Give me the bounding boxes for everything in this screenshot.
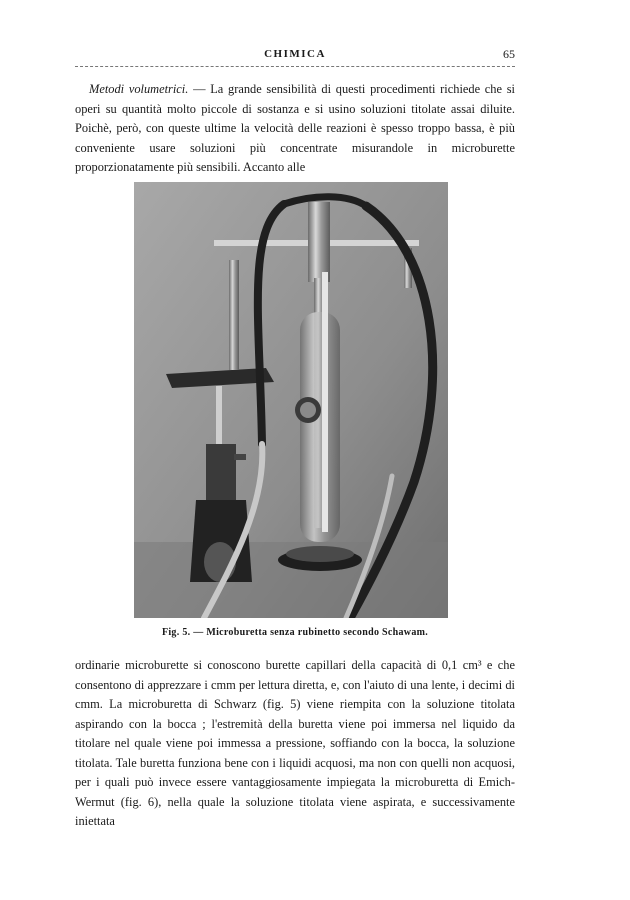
paragraph-microburette: ordinarie microburette si conoscono burette capillari della capacità di 0,1 cm³ e che consentono di apprezzare i cmm per lettura diretta, e, con l'aiuto di una lente, i decimi di cmm. La microburetta di Schwarz (fig. 5) viene riempita con la soluzione titolata aspirando con la bocca ; l'estremità della buretta viene poi immersa nel liquido da titolare nel quale viene poi immessa a pressione, soffiando con la bocca, la soluzione titolata. Tale buretta funziona bene con i liquidi acquosi, ma non con quelli non acquosi, per i quali può invece essere vantaggiosamente impiegata la microburetta di Emich-Wermut (fig. 6), nella quale la soluzione titolata viene aspirata, e successivamente iniettata — [75, 658, 515, 828]
paragraph-body: — La grande sensibilità di questi procedimenti richiede che si operi su quantità molto piccole di sostanza e si usino soluzioni titolate assai diluite. Poichè, però, con queste ultime la velocità delle reazioni è spesso troppo bassa, è più conveniente usare soluzioni più concentrate misurandole in microburette proporzionatamente più sensibili. Accanto alle — [75, 82, 515, 174]
figure-photo-microburette — [134, 182, 448, 618]
microburette-photo-illustration — [134, 182, 448, 618]
page-number: 65 — [503, 47, 515, 61]
paragraph-lead: Metodi volumetrici. — [89, 82, 189, 96]
figure-caption: Fig. 5. — Microburetta senza rubinetto secondo Schawam. — [161, 627, 429, 638]
header-title: CHIMICA — [264, 48, 326, 60]
paragraph-metodi-volumetrici — [75, 80, 515, 178]
running-header — [75, 48, 515, 70]
header-rule — [75, 66, 515, 67]
